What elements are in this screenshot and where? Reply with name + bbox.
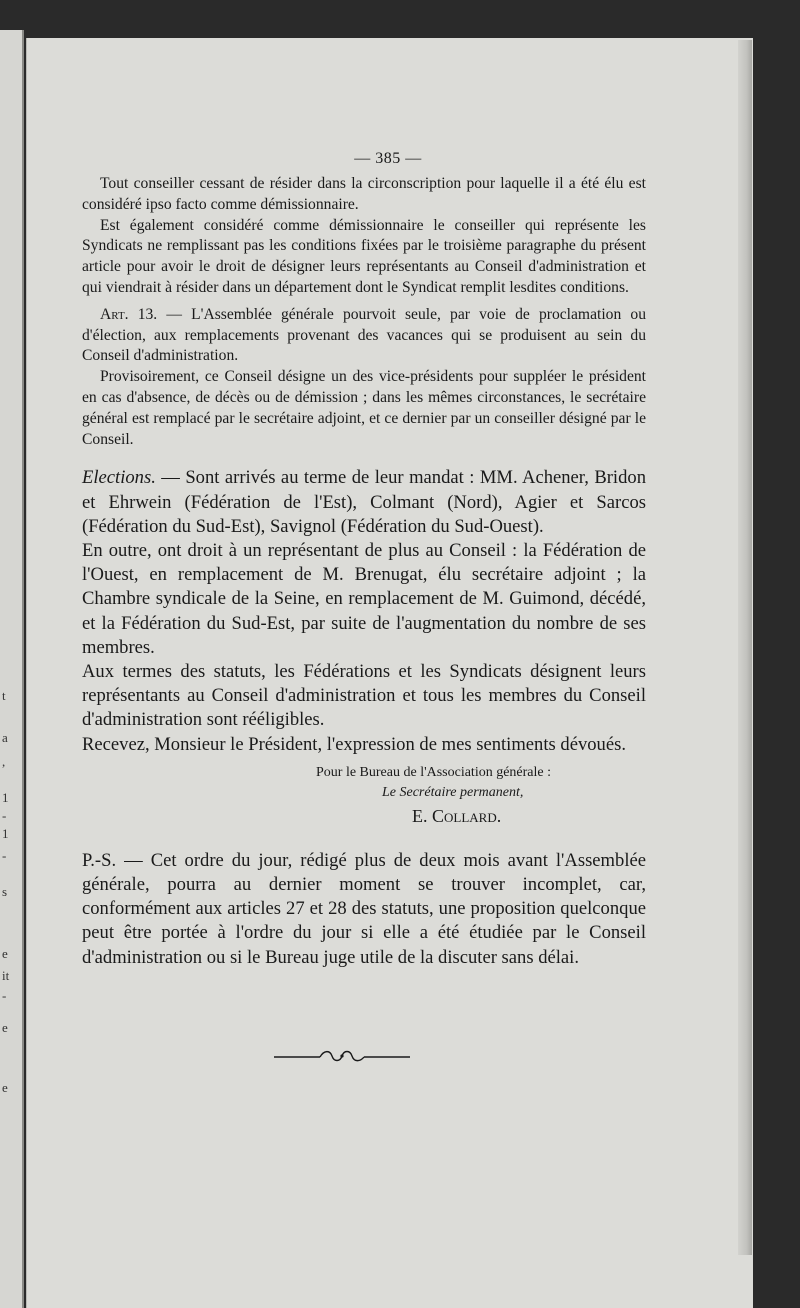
closing-paragraph: Recevez, Monsieur le Président, l'expression de mes sentiments dévoués. — [82, 733, 626, 755]
article-13 — [82, 305, 646, 367]
paragraph: Tout conseiller cessant de résider dans la circonscription pour laquelle il a été élu est considéré ipso facto comme démissionnaire. — [82, 175, 646, 213]
postscript-section — [82, 849, 646, 970]
margin-fragment: e — [2, 946, 8, 961]
margin-fragment: e — [2, 1080, 8, 1095]
article-text: L'Assemblée générale pourvoit seule, par voie de proclamation ou d'élection, aux remplacements provenant des vacances qui se produisent au sein du Conseil d'administration. — [82, 305, 646, 365]
paragraph: En outre, ont droit à un représentant de plus au Conseil : la Fédération de l'Ouest, en remplacement de M. Brenugat, élu secrétaire adjoint ; la Chambre syndicale de la Seine, en remplacement de M. Guimond, décédé, et la Fédération du Sud-Est, par suite de l'augmentation du nombre de ses membres. — [82, 539, 646, 658]
elections-paragraph — [82, 466, 646, 539]
margin-fragment: s — [2, 884, 8, 899]
paragraph: Aux termes des statuts, les Fédérations et les Syndicats désignent leurs représentants au Conseil d'administration et tous les membres du Conseil d'administration sont rééligibles. — [82, 660, 646, 731]
margin-fragment: t — [2, 688, 6, 703]
postscript: P.-S. — Cet ordre du jour, rédigé plus de deux mois avant l'Assemblée générale, pourra au dernier moment se trouver incomplet, car, conformément aux articles 27 et 28 des statuts, une proposition quelconque peut être portée à l'ordre du jour si elle a été étudiée par le Conseil d'administration ou si le Bureau juge utile de la discuter sans délai. — [82, 849, 646, 968]
margin-fragment: it — [2, 968, 10, 983]
article-label: Art. 13. — — [100, 305, 182, 323]
ornament-divider — [272, 1046, 412, 1066]
elections-text: — Sont arrivés au terme de leur mandat : MM. Achener, Bridon et Ehrwein (Fédération de l'Est), Colmant (Nord), Agier et Sarcos (Fédération du Sud-Est), Savignol (Fédération du Sud-Ouest). — [82, 467, 646, 537]
margin-fragment: , — [2, 754, 6, 769]
margin-fragment: e — [2, 1020, 8, 1035]
signature-name: E. Collard. — [412, 805, 502, 826]
signature-title: Le Secrétaire permanent, — [382, 784, 524, 800]
margin-fragment: - — [2, 808, 7, 823]
margin-fragment: - — [2, 988, 7, 1003]
margin-fragment: 1 — [2, 790, 9, 805]
paragraph: Est également considéré comme démissionnaire le conseiller qui représente les Syndicats ne remplissant pas les conditions fixées par le troisième paragraphe du présent article pour avoir le droit de désigner leurs représentants au Conseil d'administration et qui viendrait à résider dans un département dont le Syndicat remplit lesdites conditions. — [82, 216, 646, 296]
margin-fragment: 1 — [2, 826, 9, 841]
elections-label: Elections. — [82, 467, 156, 489]
signature-block — [312, 763, 646, 829]
margin-fragment: - — [2, 848, 7, 863]
page-stack-edge — [738, 40, 752, 1255]
signature-line: Pour le Bureau de l'Association générale : — [316, 764, 552, 780]
article-12-continued — [82, 174, 646, 450]
page-number: — 385 — — [354, 150, 422, 167]
paragraph: Provisoirement, ce Conseil désigne un des vice-présidents pour suppléer le président en cas d'absence, de décès ou de démission ; dans les mêmes circonstances, le secrétaire général est remplacé par le secrétaire adjoint, et ce dernier par un conseiller désigné par le Conseil. — [82, 368, 646, 448]
page-text — [82, 150, 646, 970]
facing-page-edge — [0, 30, 24, 1308]
margin-fragment: a — [2, 730, 8, 745]
elections-section — [82, 466, 646, 756]
